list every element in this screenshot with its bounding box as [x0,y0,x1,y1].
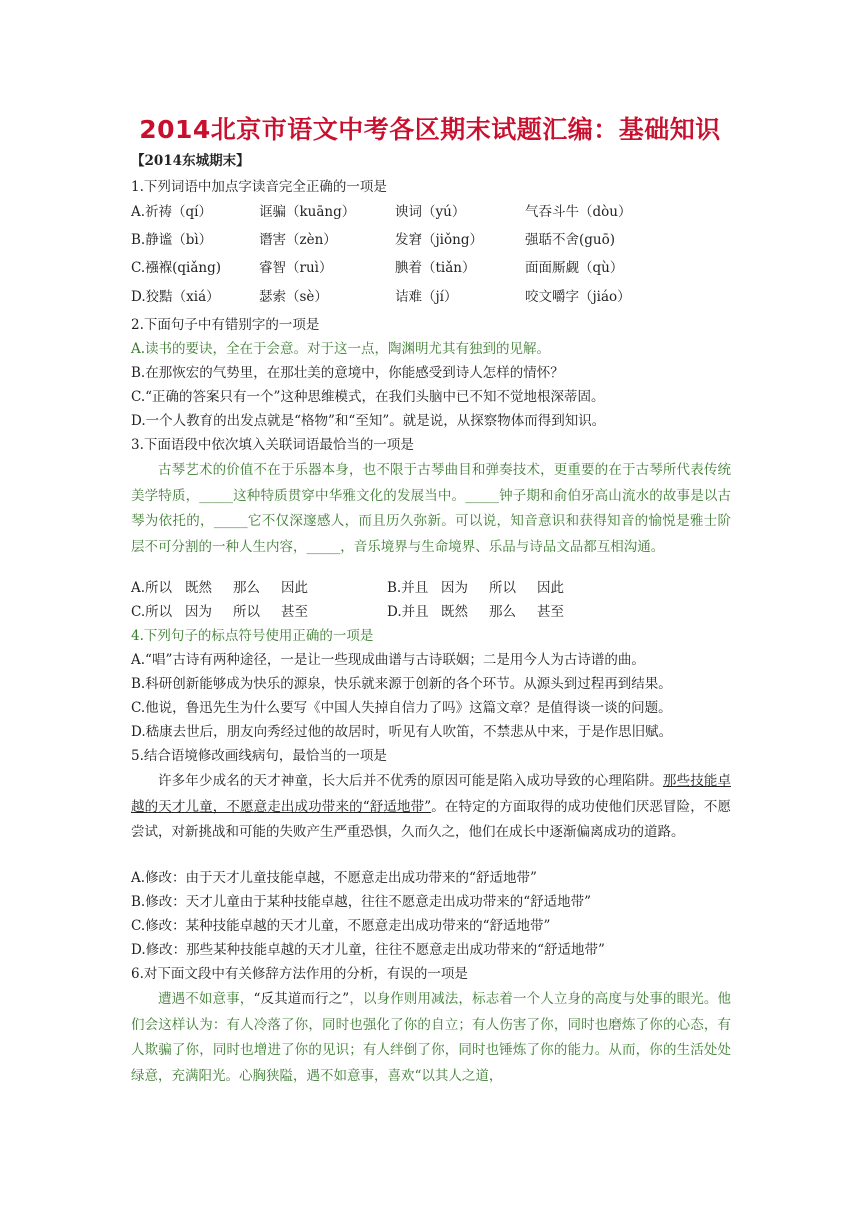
option-cell: 睿智（ruì） [259,260,333,276]
passage-text: 古琴艺术的价值不在于乐器本身，也不限于古琴曲目和弹奏技术，更重要的在于古琴所代表传统美学特质，_____这种特质贯穿中华雅文化的发展当中。_____钟子期和俞伯牙高山流水的故事是以古琴为依托的，_____它不仅深邃感人，而且历久弥新。可以说，知音意识和获得知音的愉悦是雅士阶层不可分割的一种人生内容，_____，音乐境界与生命境界、乐品与诗品文品都互相沟通。 [131,462,731,555]
option-cell: 瑟索（sè） [259,289,328,305]
answer-word: 那么 [489,604,516,620]
option-cell: 发窘（jiǒng） [395,232,483,248]
answer-word: B.并且 [387,580,429,596]
answer-word: A.所以 [131,580,173,596]
underlined-sentence: 那些技能卓越的天才儿童，不愿意走出成功带来的“舒适地带” [131,773,732,815]
answer-word: 所以 [233,604,260,620]
question-2-stem: 2.下面句子中有错别字的一项是 [131,317,320,333]
question-2-option-c: C.“正确的答案只有一个”这种思维模式，在我们头脑中已不知不觉地根深蒂固。 [131,389,605,405]
answer-word: 那么 [233,580,260,596]
option-cell: 咬文嚼字（jiáo） [525,289,631,305]
option-cell: 谮害（zèn） [259,232,337,248]
quoted-phrase: “反其道而行之” [253,991,350,1007]
question-5-option-c: C.修改：某种技能卓越的天才儿童，不愿意走出成功带来的“舒适地带” [131,918,551,934]
question-4-stem: 4.下列句子的标点符号使用正确的一项是 [131,628,374,644]
question-5-passage [131,769,731,846]
answer-word: C.所以 [131,604,173,620]
question-5-option-d: D.修改：那些某种技能卓越的天才儿童，往往不愿意走出成功带来的“舒适地带” [131,942,605,958]
question-6-stem: 6.对下面文段中有关修辞方法作用的分析，有误的一项是 [131,966,468,982]
question-3-passage [131,458,731,560]
answer-word: 甚至 [537,604,564,620]
question-2-option-d: D.一个人教育的出发点就是“格物”和“至知”。就是说，从探察物体而得到知识。 [131,413,606,429]
answer-word: 因为 [185,604,212,620]
passage-text: 。在特定的方面取得的成功使他们厌恶冒险，不愿尝试，对新挑战和可能的失败产生严重恐惧，久而久之，他们在成长中逐渐偏离成功的道路。 [131,798,731,840]
passage-text: 许多年少成名的天才神童，长大后并不优秀的原因可能是陷入成功导致的心理陷阱。 [158,773,663,789]
question-6-passage [131,987,731,1089]
question-1-option-a [131,202,631,222]
option-cell: 诘难（jí） [395,289,458,305]
question-5-option-a: A.修改：由于天才儿童技能卓越，不愿意走出成功带来的“舒适地带” [131,870,537,886]
question-3-option-b [387,578,585,598]
option-cell: B.静谧（bì） [131,232,213,248]
question-2-option-a: A.读书的要诀，全在于会意。对于这一点，陶渊明尤其有独到的见解。 [131,341,551,357]
answer-word: 甚至 [281,604,308,620]
question-1-stem: 1.下列词语中加点字读音完全正确的一项是 [131,179,387,195]
question-3-option-a [131,578,329,598]
page-title: 2014北京市语文中考各区期末试题汇编：基础知识 [139,115,721,144]
answer-word: 因为 [441,580,468,596]
question-4-option-c: C.他说，鲁迅先生为什么要写《中国人失掉自信力了吗》这篇文章？是值得谈一谈的问题。 [131,700,672,716]
option-cell: D.狡黠（xiá） [131,289,220,305]
option-cell: C.襁褓(qiǎng) [131,260,222,276]
option-cell: 谀词（yú） [395,204,466,220]
passage-text: 遭遇不如意事， [158,991,254,1007]
question-5-option-b: B.修改：天才儿童由于某种技能卓越，往往不愿意走出成功带来的“舒适地带” [131,894,592,910]
answer-word: 因此 [537,580,564,596]
question-1-option-d [131,287,631,307]
option-cell: 强聒不舍(guō) [525,232,615,248]
question-4-option-b: B.科研创新能够成为快乐的源泉，快乐就来源于创新的各个环节。从源头到过程再到结果。 [131,676,672,692]
answer-word: 既然 [185,580,212,596]
answer-word: 因此 [281,580,308,596]
option-cell: A.祈祷（qí） [131,204,212,220]
answer-word: 所以 [489,580,516,596]
question-1-option-c [131,258,623,278]
question-2-option-b: B.在那恢宏的气势里，在那壮美的意境中，你能感受到诗人怎样的情怀？ [131,365,564,381]
question-4-option-d: D.嵇康去世后，朋友向秀经过他的故居时，听见有人吹笛，不禁悲从中来，于是作思旧赋。 [131,724,673,740]
answer-word: 既然 [441,604,468,620]
option-cell: 诓骗（kuāng） [259,204,356,220]
question-3-stem: 3.下面语段中依次填入关联词语最恰当的一项是 [131,437,414,453]
section-heading: 【2014东城期末】 [131,153,250,169]
question-3-option-d [387,602,585,622]
question-1-option-b [131,230,615,250]
option-cell: 气吞斗牛（dòu） [525,204,632,220]
question-3-option-c [131,602,329,622]
answer-word: D.并且 [387,604,429,620]
question-4-option-a: A.“唱”古诗有两种途径，一是让一些现成曲谱与古诗联姻；二是用今人为古诗谱的曲。 [131,652,645,668]
option-cell: 面面厮觑（qù） [525,260,624,276]
question-5-stem: 5.结合语境修改画线病句，最恰当的一项是 [131,748,387,764]
option-cell: 腆着（tiǎn） [395,260,476,276]
passage-text: ，以身作则用减法，标志着一个人立身的高度与处事的眼光。他们会这样认为：有人冷落了你，同时也强化了你的自立；有人伤害了你，同时也磨炼了你的心态，有人欺骗了你，同时也增进了你的见识；有人绊倒了你，同时也锤炼了你的能力。从而，你的生活处处绿意，充满阳光。心胸狭隘，遇不如意事，喜欢“以其人之道， [131,991,732,1084]
